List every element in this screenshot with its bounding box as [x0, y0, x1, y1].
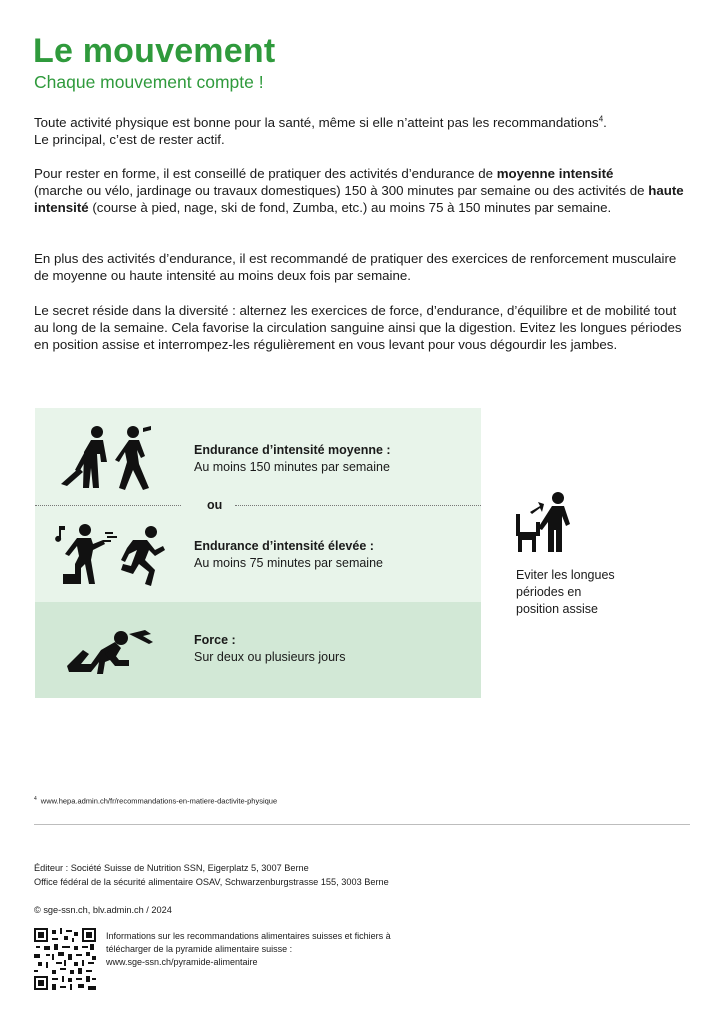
high-intensity-bold: haute intensité [34, 183, 684, 216]
vigorous-heading: Endurance d’intensité élevée : [194, 539, 374, 553]
intro-text-2: Le principal, c’est de rester actif. [34, 132, 225, 148]
strength-detail: Sur deux ou plusieurs jours [194, 650, 346, 664]
footer-divider [34, 824, 690, 825]
sitting-line-3: position assise [516, 602, 598, 616]
copyright: © sge-ssn.ch, blv.admin.ch / 2024 [34, 905, 172, 915]
strength-heading: Force : [194, 633, 236, 647]
stand-up-from-chair-icon [512, 490, 574, 556]
intro-text: Toute activité physique est bonne pour la santé, même si elle n’atteint pas les recommandations [34, 115, 599, 130]
divider-right [235, 505, 481, 506]
divider-left [35, 505, 181, 506]
sitting-advice [516, 567, 656, 618]
editor-line-1: Éditeur : Société Suisse de Nutrition SSN, Eigerplatz 5, 3007 Berne [34, 863, 309, 873]
moderate-endurance-text [194, 442, 391, 476]
footnote [34, 796, 277, 806]
intro-paragraph: Toute activité physique est bonne pour la santé, même si elle n’atteint pas les recommandations$^4$. Le principal, c’est de rester actif. [34, 114, 607, 148]
page-subtitle: Chaque mouvement compte ! [34, 72, 264, 92]
endurance-text-c: (course à pied, nage, ski de fond, Zumba, etc.) au moins 75 à 150 minutes par semaine. [88, 200, 612, 216]
page-title: Le mouvement [33, 32, 276, 70]
moderate-heading: Endurance d’intensité moyenne : [194, 443, 391, 457]
info-line-2: télécharger de la pyramide alimentaire suisse : [106, 944, 293, 954]
diversity-paragraph: Le secret réside dans la diversité : alternez les exercices de force, d’endurance, d’équilibre et de mobilité tout au long de la semaine. Cela favorise la circulation sanguine ainsi que la digestion. Evitez les longues périodes en position assise et interrompez-les régulièrement en vous levant pour vous dégourdir les jambes. [34, 303, 682, 353]
footnote-number: 4 [34, 796, 37, 802]
vigorous-endurance-text [194, 538, 383, 572]
endurance-paragraph [34, 165, 694, 217]
sitting-line-2: périodes en [516, 585, 582, 599]
sitting-line-1: Eviter les longues [516, 568, 615, 582]
push-up-icon [63, 628, 157, 674]
info-block [106, 930, 391, 969]
endurance-text-a: Pour rester en forme, il est conseillé de pratiquer des activités d’endurance de [34, 166, 497, 181]
vigorous-detail: Au moins 75 minutes par semaine [194, 556, 383, 570]
sweeping-walking-icon [59, 424, 155, 490]
strength-text [194, 632, 345, 666]
activity-panel [35, 408, 481, 698]
editor-line-2: Office fédéral de la sécurité alimentaire OSAV, Schwarzenburgstrasse 155, 3003 Berne [34, 877, 389, 887]
info-link[interactable]: www.sge-ssn.ch/pyramide-alimentaire [106, 957, 258, 967]
stepper-running-icon [55, 522, 165, 588]
footnote-ref: 4 [598, 114, 604, 124]
footnote-link[interactable]: www.hepa.admin.ch/fr/recommandations-en-matiere-dactivite-physique [40, 796, 278, 806]
or-separator: ou [207, 498, 223, 512]
strength-paragraph: En plus des activités d’endurance, il est recommandé de pratiquer des exercices de renforcement musculaire de moyenne ou haute intensité au moins deux fois par semaine. [34, 251, 677, 284]
moderate-detail: Au moins 150 minutes par semaine [194, 460, 390, 474]
info-line-1: Informations sur les recommandations alimentaires suisses et fichiers à [106, 931, 391, 941]
qr-code-icon[interactable] [34, 928, 96, 990]
endurance-text-b: (marche ou vélo, jardinage ou travaux domestiques) 150 à 300 minutes par semaine ou des activités de [34, 183, 649, 199]
moderate-intensity-bold: moyenne intensité [496, 166, 614, 181]
